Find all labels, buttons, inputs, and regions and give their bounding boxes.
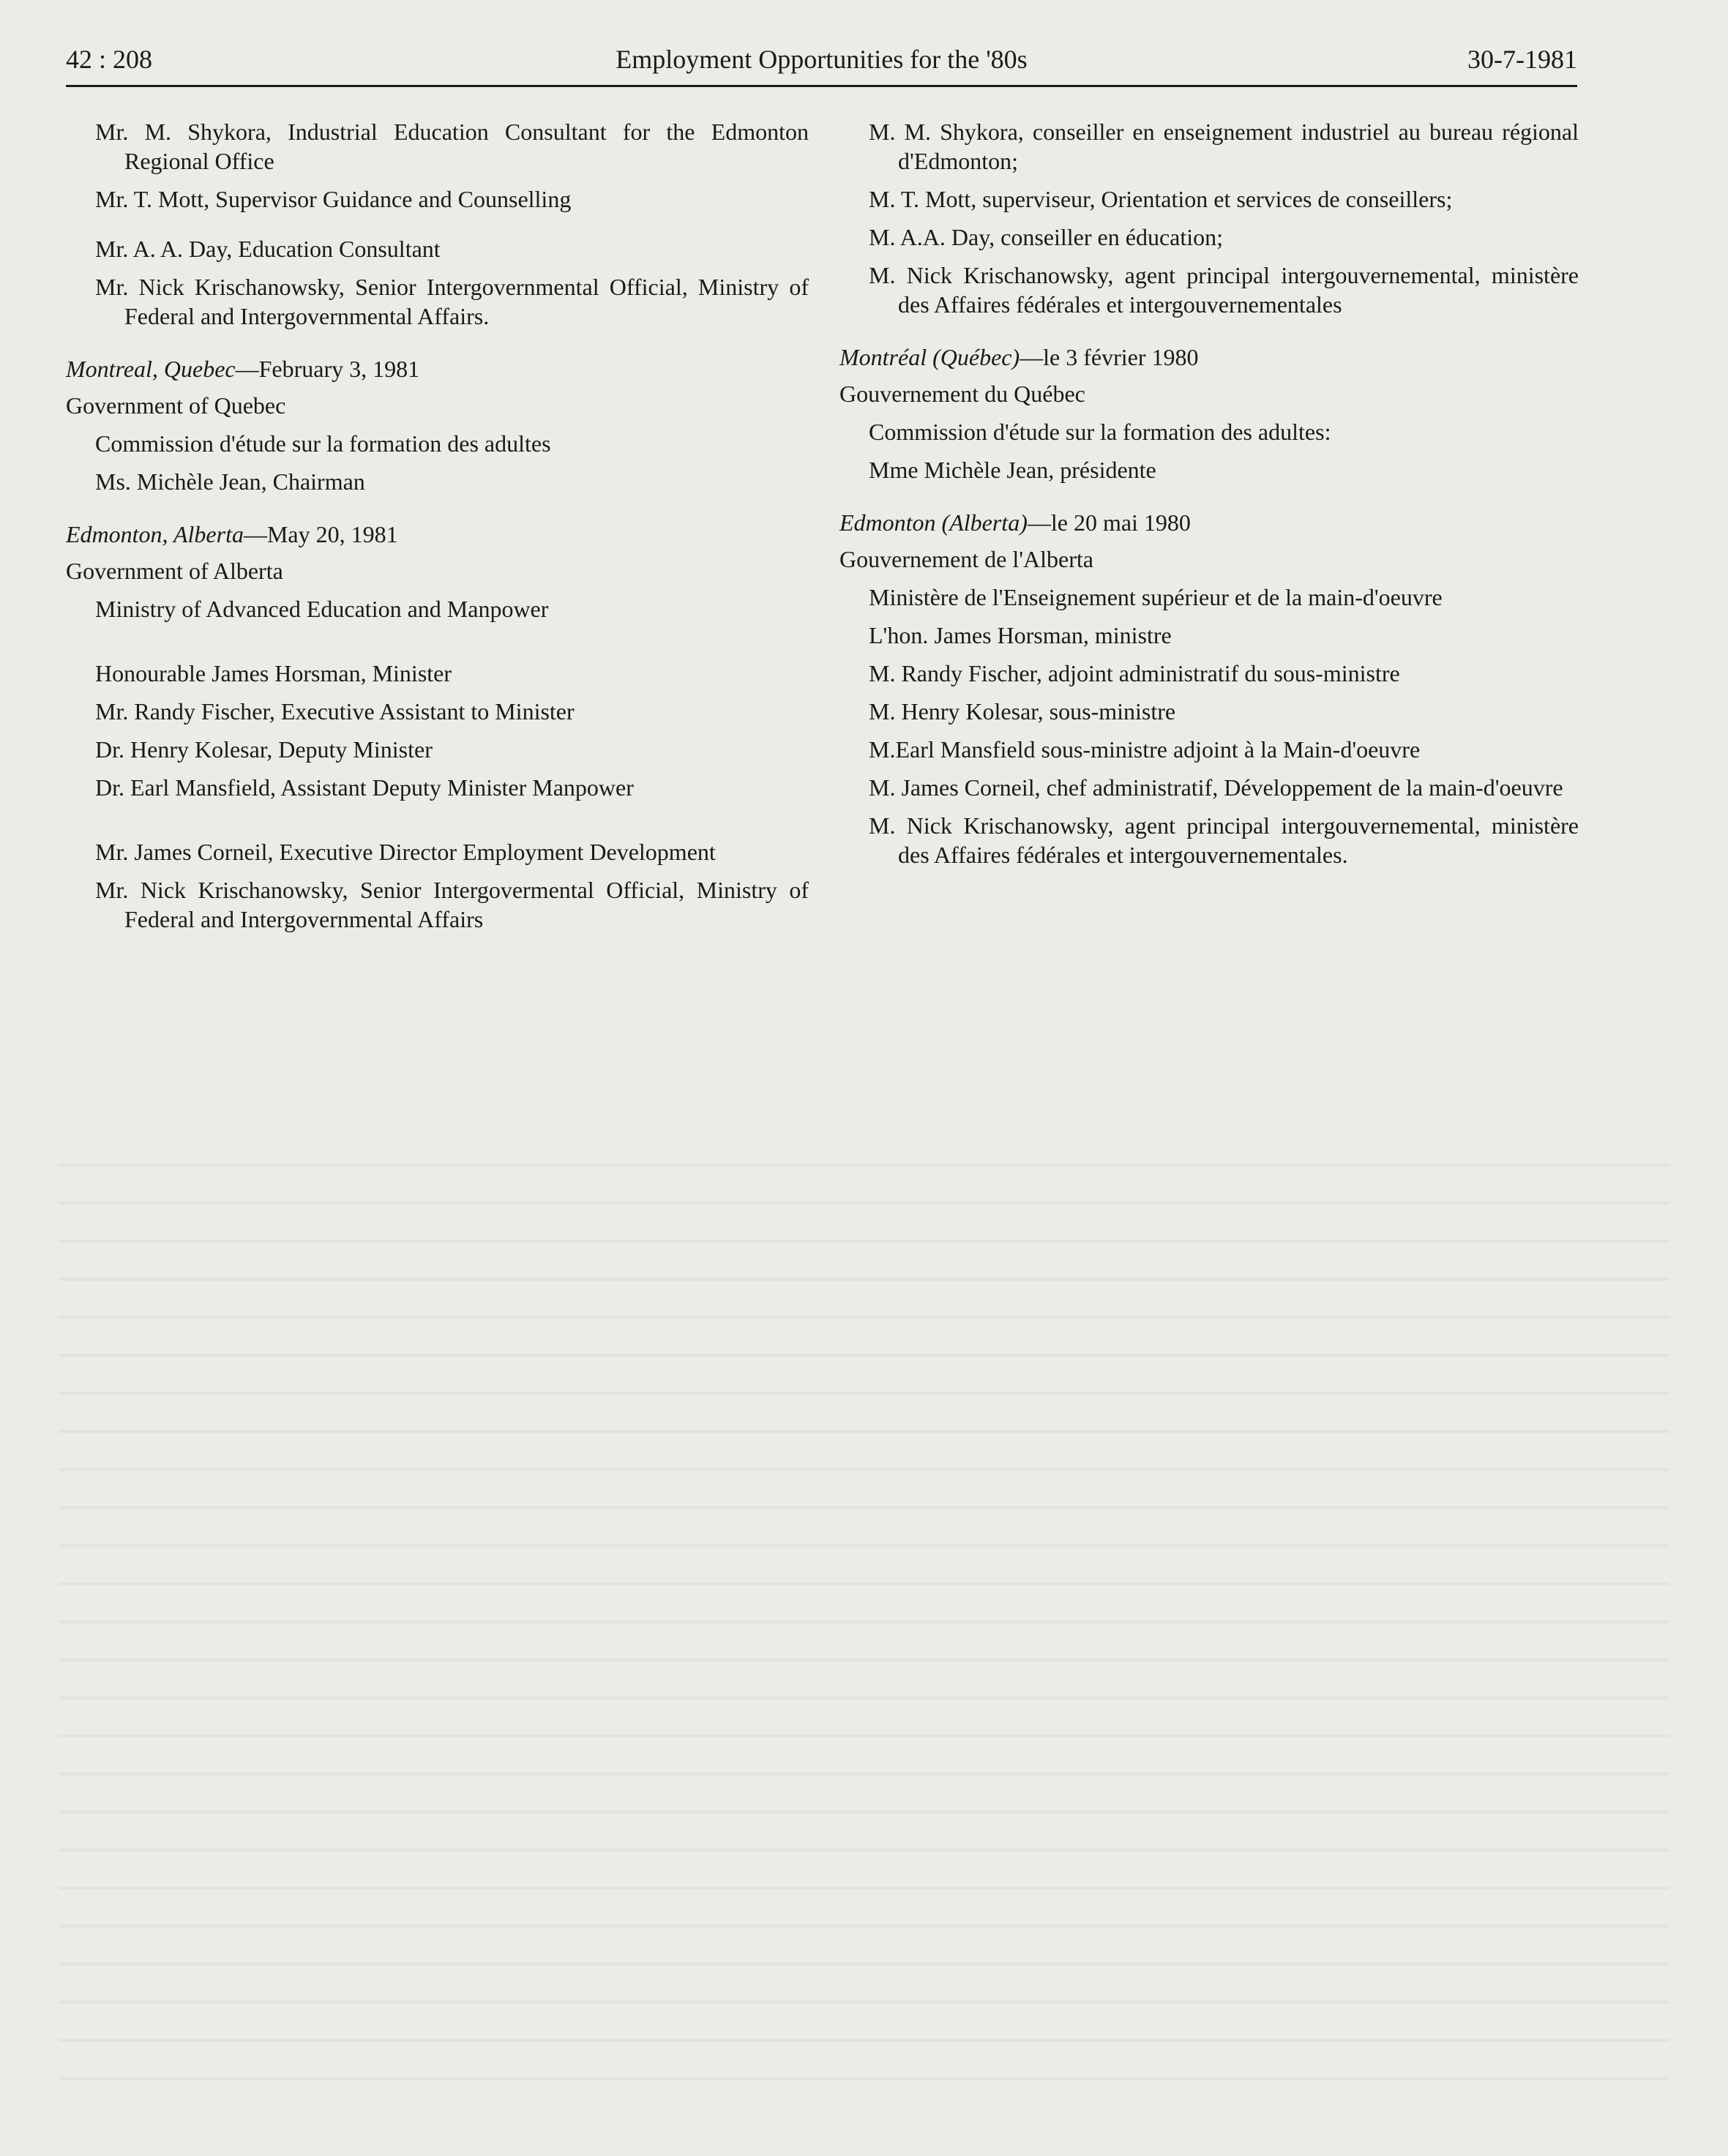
list-item: M. Randy Fischer, adjoint administratif du sous-ministre [869,660,1400,686]
dateline-edmonton [839,508,1579,537]
list-item: Mr. Nick Krischanowsky, Senior Intergovernmental Official, Ministry of Federal and Intergovernmental Affairs. [95,274,809,329]
ministry-name: Ministry of Advanced Education and Manpower [95,596,549,622]
dateline-montreal [839,343,1579,372]
place-name: Montreal, Quebec [66,356,236,382]
list-item: M.Earl Mansfield sous-ministre adjoint à la Main-d'oeuvre [869,736,1421,763]
government-name: Gouvernement de l'Alberta [839,546,1093,572]
commission-name: Commission d'étude sur la formation des adultes [95,430,551,457]
bleed-through-texture [59,1142,1669,2093]
list-item: Dr. Henry Kolesar, Deputy Minister [95,736,433,763]
dateline-montreal [66,354,809,383]
list-item: M. James Corneil, chef administratif, Développement de la main-d'oeuvre [869,774,1563,801]
government-name: Gouvernement du Québec [839,381,1085,407]
list-item: Mr. A. A. Day, Education Consultant [95,236,441,262]
list-item: Honourable James Horsman, Minister [95,660,452,686]
list-item: M. Henry Kolesar, sous-ministre [869,698,1176,725]
french-column [839,117,1579,878]
place-name: Montréal (Québec) [839,344,1020,370]
list-item: M. Nick Krischanowsky, agent principal intergouvernemental, ministère des Affaires fédérales et intergouvernementales [869,262,1579,318]
list-item: M. Nick Krischanowsky, agent principal intergouvernemental, ministère des Affaires fédérales et intergouvernementales. [869,812,1579,868]
list-item: L'hon. James Horsman, ministre [869,622,1172,648]
header-date: 30-7-1981 [1467,45,1577,74]
date-text: —February 3, 1981 [235,356,420,382]
english-column [66,117,809,943]
dateline-edmonton [66,520,809,549]
date-text: —le 20 mai 1980 [1027,509,1191,536]
list-item: Mr. James Corneil, Executive Director Employment Development [95,839,716,865]
page-header [66,44,1577,87]
government-name: Government of Quebec [66,392,286,419]
list-item: Dr. Earl Mansfield, Assistant Deputy Minister Manpower [95,774,634,801]
running-title: Employment Opportunities for the '80s [616,45,1028,74]
ministry-name: Ministère de l'Enseignement supérieur et de la main-d'oeuvre [869,584,1443,610]
list-item: Mr. Randy Fischer, Executive Assistant to Minister [95,698,575,725]
page-number: 42 : 208 [66,45,153,74]
list-item: M. T. Mott, superviseur, Orientation et services de conseillers; [869,186,1453,212]
list-item: M. A.A. Day, conseiller en éducation; [869,224,1224,250]
list-item: Mr. Nick Krischanowsky, Senior Intergovermental Official, Ministry of Federal and Intergovernmental Affairs [95,877,809,932]
date-text: —May 20, 1981 [243,521,398,547]
list-item: M. M. Shykora, conseiller en enseignement industriel au bureau régional d'Edmonton; [869,119,1579,174]
list-item: Mme Michèle Jean, présidente [869,457,1156,483]
place-name: Edmonton (Alberta) [839,509,1028,536]
list-item: Mr. M. Shykora, Industrial Education Consultant for the Edmonton Regional Office [95,119,809,174]
place-name: Edmonton, Alberta [66,521,244,547]
list-item: Mr. T. Mott, Supervisor Guidance and Counselling [95,186,572,212]
date-text: —le 3 février 1980 [1020,344,1199,370]
commission-name: Commission d'étude sur la formation des adultes: [869,419,1331,445]
list-item: Ms. Michèle Jean, Chairman [95,468,365,495]
government-name: Government of Alberta [66,558,283,584]
